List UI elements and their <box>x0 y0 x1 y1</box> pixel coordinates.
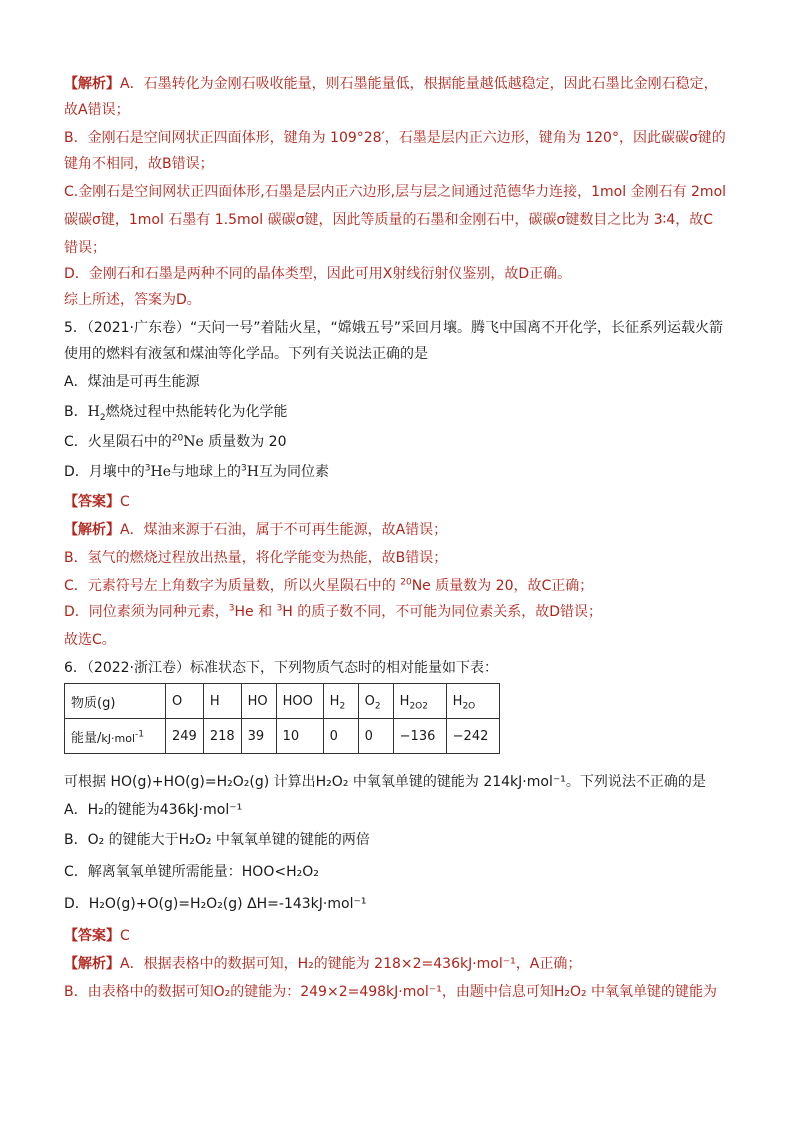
q5-option-c: C．火星陨石中的$^{20}$Ne 质量数为 20 <box>64 433 287 450</box>
energy-table-header-cell: O <box>166 684 204 719</box>
q6-option-c: C．解离氧氧单键所需能量：HOO<H₂O₂ <box>64 864 319 880</box>
energy-table-header-cell: $O_2$ <box>358 684 393 719</box>
q5-stem-line-1: 5．（2021·广东卷）“天问一号”着陆火星，“嫦娥五号”采回月壤。腾飞中国离不开化学，长征系列运载火箭 <box>64 320 723 336</box>
analysis-line-7: 错误； <box>64 240 106 256</box>
analysis-line-2: 故A错误； <box>64 102 130 118</box>
energy-table-header-cell: H <box>203 684 241 719</box>
energy-table-header-cell: $H_{2O}$ <box>446 684 499 719</box>
energy-table-header-cell: HO <box>241 684 276 719</box>
analysis-tag: 【解析】 <box>64 76 120 92</box>
q5-analysis-line-1: 【解析】A．煤油来源于石油，属于不可再生能源，故A错误； <box>64 522 448 538</box>
q6-option-d: D．H₂O(g)+O(g)=H₂O₂(g) ΔH=-143kJ·mol⁻¹ <box>64 896 367 912</box>
energy-table-header-cell: HOO <box>276 684 323 719</box>
energy-table-header-cell: $H_{2O2}$ <box>393 684 446 719</box>
q6-option-a: A．H₂的键能为436kJ·mol⁻¹ <box>64 802 243 818</box>
energy-table <box>64 683 500 754</box>
analysis-line-5: C.金刚石是空间网状正四面体形,石墨是层内正六边形,层与层之间通过范德华力连接，1mol 金刚石有 2mol <box>64 184 727 200</box>
q5-analysis-line-3: C．元素符号左上角数字为质量数，所以火星陨石中的 $^{20}$Ne 质量数为 20，故C正确； <box>64 577 594 594</box>
energy-table-label-energy: 能量/kJ·mol$^{-1}$ <box>65 719 166 754</box>
q6-answer: 【答案】C <box>64 928 130 944</box>
analysis-line-4: 键角不相同，故B错误； <box>64 156 214 172</box>
q5-analysis-line-4: D．同位素须为同种元素，$^3$He 和 $^3$H 的质子数不同，不可能为同位素关系，故D错误； <box>64 603 603 620</box>
energy-table-value-cell: −136 <box>393 719 446 754</box>
q6-analysis-line-2: B．由表格中的数据可知O₂的键能为：249×2=498kJ·mol⁻¹，由题中信息可知H₂O₂ 中氧氧单键的键能为 <box>64 984 718 1000</box>
analysis-line-8: D．金刚石和石墨是两种不同的晶体类型，因此可用X射线衍射仪鉴别，故D正确。 <box>64 266 572 282</box>
analysis-line-6: 碳碳σ键，1mol 石墨有 1.5mol 碳碳σ键，因此等质量的石墨和金刚石中，碳碳σ键数目之比为 3∶4，故C <box>64 212 714 228</box>
energy-table-value-cell: 218 <box>203 719 241 754</box>
energy-table-value-cell: 10 <box>276 719 323 754</box>
q6-option-b: B．O₂ 的键能大于H₂O₂ 中氧氧单键的键能的两倍 <box>64 832 370 848</box>
q5-analysis-line-2: B．氢气的燃烧过程放出热量，将化学能变为热能，故B错误； <box>64 550 448 566</box>
energy-table-value-cell: −242 <box>446 719 499 754</box>
q5-option-b: B．$H_2$燃烧过程中热能转化为化学能 <box>64 404 288 423</box>
energy-table-value-cell: 0 <box>358 719 393 754</box>
energy-table-value-cell: 0 <box>323 719 358 754</box>
q6-analysis-line-1: 【解析】A．根据表格中的数据可知，H₂的键能为 218×2=436kJ·mol⁻¹，A正确； <box>64 956 582 972</box>
energy-table-header-cell: $H_2$ <box>323 684 358 719</box>
energy-table-header-row <box>65 684 500 719</box>
analysis-summary: 综上所述，答案为D。 <box>64 292 201 308</box>
analysis-line-1: 【解析】A．石墨转化为金刚石吸收能量，则石墨能量低，根据能量越低越稳定，因此石墨比金刚石稳定， <box>64 76 718 92</box>
energy-table-value-cell: 249 <box>166 719 204 754</box>
q5-option-a: A．煤油是可再生能源 <box>64 374 200 390</box>
energy-table-value-cell: 39 <box>241 719 276 754</box>
q5-stem-line-2: 使用的燃料有液氢和煤油等化学品。下列有关说法正确的是 <box>64 346 428 362</box>
energy-table-value-row <box>65 719 500 754</box>
energy-table-label-substance: 物质(g) <box>65 684 166 719</box>
q5-analysis-conclusion: 故选C。 <box>64 632 116 648</box>
q6-after-table: 可根据 HO(g)+HO(g)=H₂O₂(g) 计算出H₂O₂ 中氧氧单键的键能为 214kJ·mol⁻¹。下列说法不正确的是 <box>64 774 706 790</box>
q6-stem: 6．（2022·浙江卷）标准状态下，下列物质气态时的相对能量如下表： <box>64 660 498 676</box>
q5-answer: 【答案】C <box>64 494 130 510</box>
analysis-line-3: B．金刚石是空间网状正四面体形，键角为 109°28′，石墨是层内正六边形，键角为 120°，因此碳碳σ键的 <box>64 130 726 146</box>
q5-option-d: D．月壤中的$^3$He与地球上的$^3$H互为同位素 <box>64 463 329 480</box>
